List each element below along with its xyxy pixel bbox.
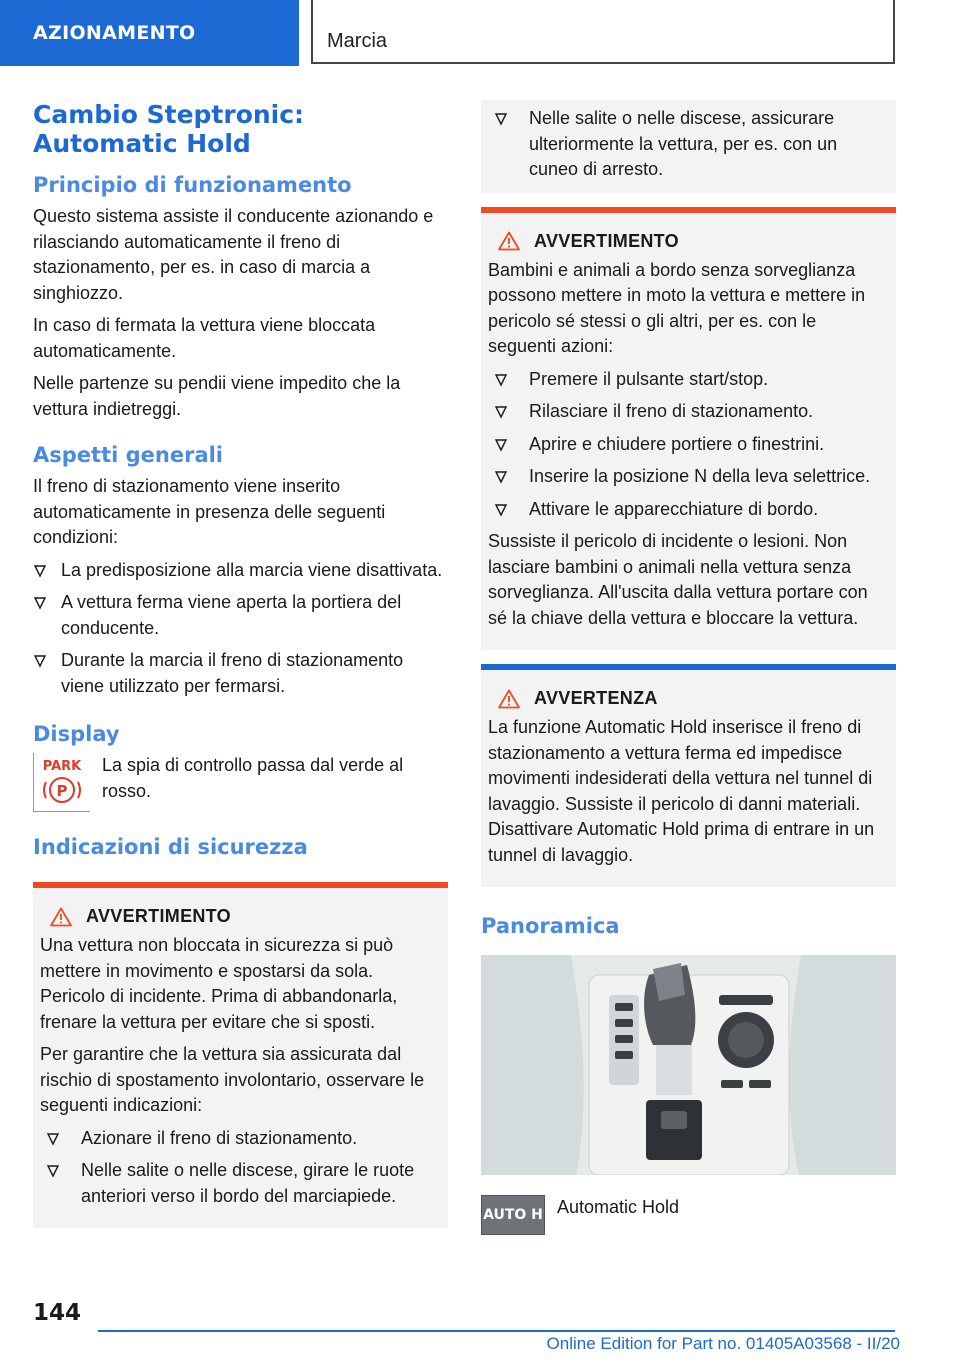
continued-box (481, 100, 896, 193)
warning-title: AVVERTIMENTO (488, 231, 889, 252)
general-paragraph: Il freno di stazionamento viene inserito automaticamente in presenza delle seguenti condizioni: (33, 476, 386, 547)
chapter-tab[interactable]: AZIONAMENTO (0, 0, 299, 66)
park-indicator-icon (33, 753, 90, 812)
warning-list (40, 1126, 441, 1210)
list-item: Aprire e chiudere portiere o finestrini. (494, 432, 889, 458)
page-number: 144 (33, 1300, 82, 1326)
display-row (33, 753, 448, 812)
warning-triangle-icon (498, 689, 520, 709)
list-item: Nelle salite o nelle discese, assicurare ulteriormente la vettura, per es. con un cuneo di arresto. (494, 106, 889, 183)
list-item: Inserire la posizione N della leva selettrice. (494, 464, 889, 490)
footer-edition: Online Edition for Part no. 01405A03568 - II/20 (546, 1334, 900, 1353)
park-icon-letter: P (56, 782, 68, 800)
principle-paragraph-2: In caso di fermata la vettura viene bloccata automaticamente. (33, 315, 376, 361)
triangle-bullet-icon (46, 1164, 60, 1178)
display-heading: Display (33, 722, 120, 746)
safety-heading: Indicazioni di sicurezza (33, 835, 308, 859)
auto-hold-label: Automatic Hold (557, 1197, 680, 1217)
warning-triangle-icon (498, 231, 520, 251)
triangle-bullet-icon (46, 1132, 60, 1146)
left-column (33, 100, 448, 1228)
auto-hold-button-icon: AUTO H (481, 1195, 545, 1235)
triangle-bullet-icon (494, 470, 508, 484)
warning-paragraph-1: Bambini e animali a bordo senza sorveglianza possono mettere in moto la vettura e mettere in pericolo sé stessi o gli altri, per es. con le seguenti azioni: (488, 259, 866, 356)
list-item: Premere il pulsante start/stop. (494, 367, 889, 393)
page-title: Cambio Steptronic: Automatic Hold (33, 100, 305, 158)
notice-paragraph: La funzione Automatic Hold inserisce il freno di stazionamento a vettura ferma ed impedisce movimenti indesiderati della vettura nel tunnel di lavaggio. Sussiste il pericolo di danni materiali. Disattivare Automatic Hold prima di entrare in un tunnel di lavaggio. (488, 717, 875, 865)
list-item: Nelle salite o nelle discese, girare le ruote anteriori verso il bordo del marciapiede. (46, 1158, 441, 1209)
warning-paragraph-1: Una vettura non bloccata in sicurezza si può mettere in movimento e spostarsi da sola. Pericolo di incidente. Prima di abbandonarla, frenare la vettura per evitare che si sposti. (40, 935, 398, 1032)
principle-paragraph-1: Questo sistema assiste il conducente azionando e rilasciando automaticamente il freno di stazionamento, per es. in caso di marcia a singhiozzo. (33, 206, 434, 303)
triangle-bullet-icon (494, 503, 508, 517)
warning-box-children (481, 207, 896, 651)
general-list (33, 558, 448, 700)
notice-title: AVVERTENZA (488, 688, 889, 709)
park-icon-label: PARK (42, 759, 82, 774)
triangle-bullet-icon (494, 373, 508, 387)
auto-hold-row (481, 1195, 896, 1235)
triangle-bullet-icon (33, 564, 47, 578)
warning-list (488, 367, 889, 523)
list-item: Durante la marcia il freno di stazionamento viene utilizzato per fermarsi. (33, 648, 448, 699)
list-item: Azionare il freno di stazionamento. (46, 1126, 441, 1152)
triangle-bullet-icon (33, 596, 47, 610)
list-item: A vettura ferma viene aperta la portiera del conducente. (33, 590, 448, 641)
principle-paragraph-3: Nelle partenze su pendii viene impedito che la vettura indietreggi. (33, 373, 401, 419)
right-column (481, 100, 896, 1235)
principle-heading: Principio di funzionamento (33, 173, 352, 197)
general-heading: Aspetti generali (33, 443, 224, 467)
display-text: La spia di controllo passa dal verde al rosso. (102, 755, 404, 801)
footer-divider (98, 1330, 895, 1332)
list-item: Attivare le apparecchiature di bordo. (494, 497, 889, 523)
list-item: Rilasciare il freno di stazionamento. (494, 399, 889, 425)
list-item: La predisposizione alla marcia viene disattivata. (33, 558, 448, 584)
overview-heading: Panoramica (481, 914, 620, 938)
page-header (0, 0, 960, 66)
triangle-bullet-icon (33, 654, 47, 668)
center-console-photo (481, 955, 896, 1175)
warning-title: AVVERTIMENTO (40, 906, 441, 927)
triangle-bullet-icon (494, 405, 508, 419)
section-title: Marcia (311, 0, 895, 64)
warning-paragraph-2: Sussiste il pericolo di incidente o lesioni. Non lasciare bambini o animali nella vettura senza sorveglianza. All'uscita dalla vettura portare con sé la chiave della vettura e bloccare la vettura. (488, 531, 868, 628)
triangle-bullet-icon (494, 112, 508, 126)
notice-box (481, 664, 896, 887)
warning-box (33, 882, 448, 1228)
warning-triangle-icon (50, 907, 72, 927)
warning-paragraph-2: Per garantire che la vettura sia assicurata dal rischio di spostamento involontario, osservare le seguenti indicazioni: (40, 1044, 425, 1115)
triangle-bullet-icon (494, 438, 508, 452)
